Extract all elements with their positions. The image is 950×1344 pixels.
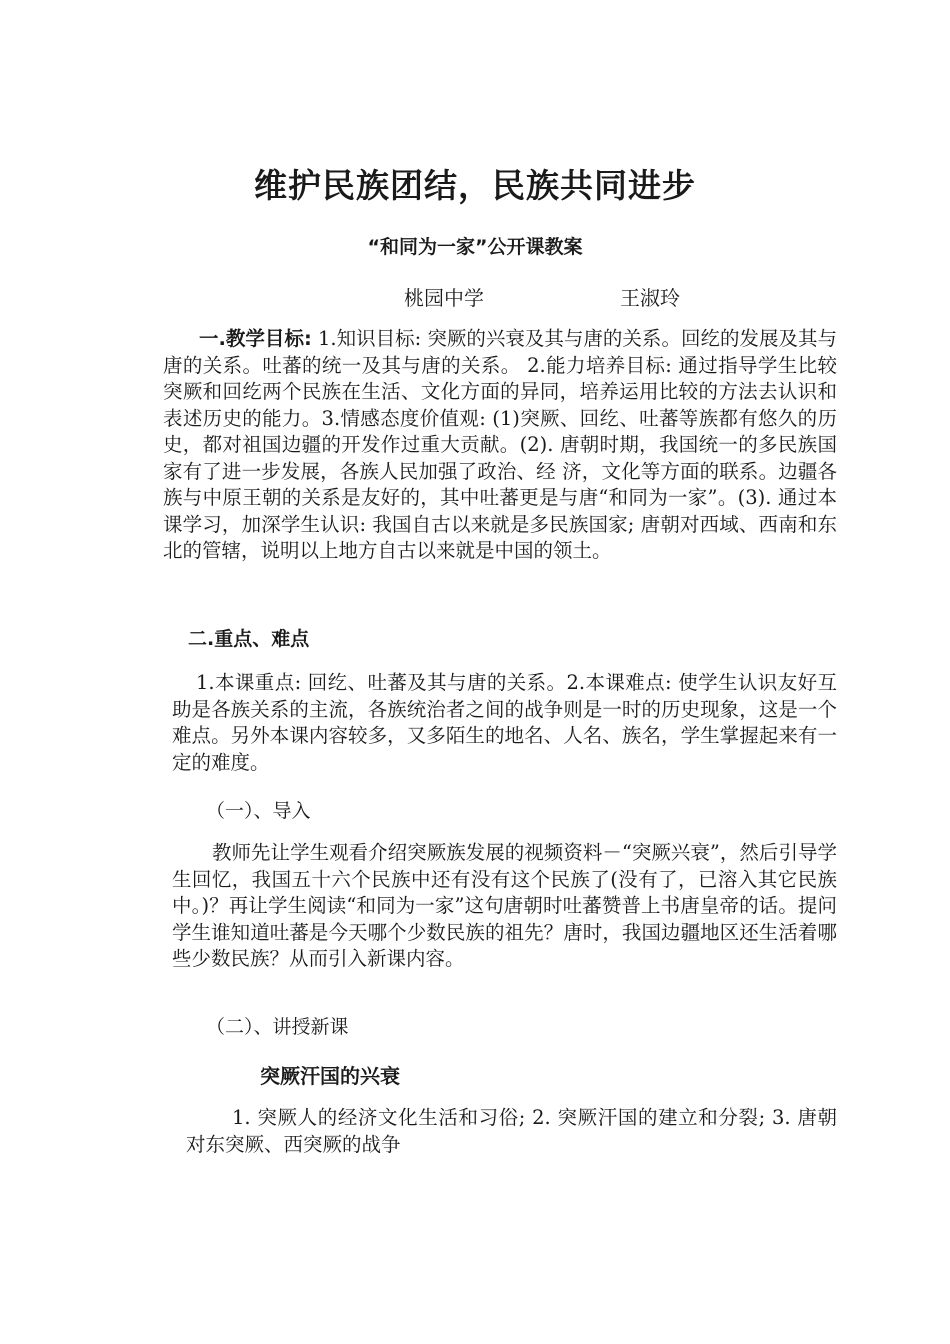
introduction-text: 教师先让学生观看介绍突厥族发展的视频资料－“突厥兴衰”，然后引导学生回忆，我国五十六个民族中还有没有这个民族了(没有了，已溶入其它民族中。)？再让学生阅读“和同为一家”这句唐朝时吐蕃赞普上书唐皇帝的话。提问学生谁知道吐蕃是今天哪个少数民族的祖先？唐时，我国边疆地区还生活着哪些少数民族？从而引入新课内容。 xyxy=(172,841,837,970)
key-points-text: 1.本课重点: 回纥、吐蕃及其与唐的关系。2.本课难点: 使学生认识友好互助是各族关系的主流，各族统治者之间的战争则是一时的历史现象，这是一个难点。另外本课内容较多，又多陌生的地名、人名、族名，学生掌握起来有一定的难度。 xyxy=(172,671,837,774)
teaching-objectives-text: 1.知识目标: 突厥的兴衰及其与唐的关系。回纥的发展及其与唐的关系。吐蕃的统一及其与唐的关系。 2.能力培养目标: 通过指导学生比较突厥和回纥两个民族在生活、文化方面的异同，培养运用比较的方法去认识和表述历史的能力。3.情感态度价值观: (1)突厥、回纥、吐蕃等族都有悠久的历史，都对祖国边疆的开发作过重大贡献。(2). 唐朝时期，我国统一的多民族国家有了进一步发展，各族人民加强了政治、经 济，文化等方面的联系。边疆各族与中原王朝的关系是友好的，其中吐蕃更是与唐“和同为一家”。(3). 通过本课学习，加深学生认识: 我国自古以来就是多民族国家; 唐朝对西域、西南和东北的管辖，说明以上地方自古以来就是中国的领土。 xyxy=(163,327,837,562)
teacher-name: 王淑玲 xyxy=(620,286,680,310)
teaching-objectives-paragraph xyxy=(163,326,837,565)
turkic-khaganate-heading: 突厥汗国的兴衰 xyxy=(260,1064,400,1088)
new-lesson-heading: （二）、讲授新课 xyxy=(206,1016,349,1038)
key-points-heading: 二.重点、难点 xyxy=(188,628,310,650)
school-name: 桃园中学 xyxy=(404,286,484,310)
document-subtitle: “和同为一家”公开课教案 xyxy=(367,236,583,258)
document-title: 维护民族团结，民族共同进步 xyxy=(254,166,696,205)
new-lesson-text: 1. 突厥人的经济文化生活和习俗; 2. 突厥汗国的建立和分裂; 3. 唐朝对东突厥、西突厥的战争 xyxy=(186,1106,837,1156)
teaching-objectives-heading: 一.教学目标: xyxy=(199,327,312,350)
introduction-heading: （一）、导入 xyxy=(206,800,311,822)
